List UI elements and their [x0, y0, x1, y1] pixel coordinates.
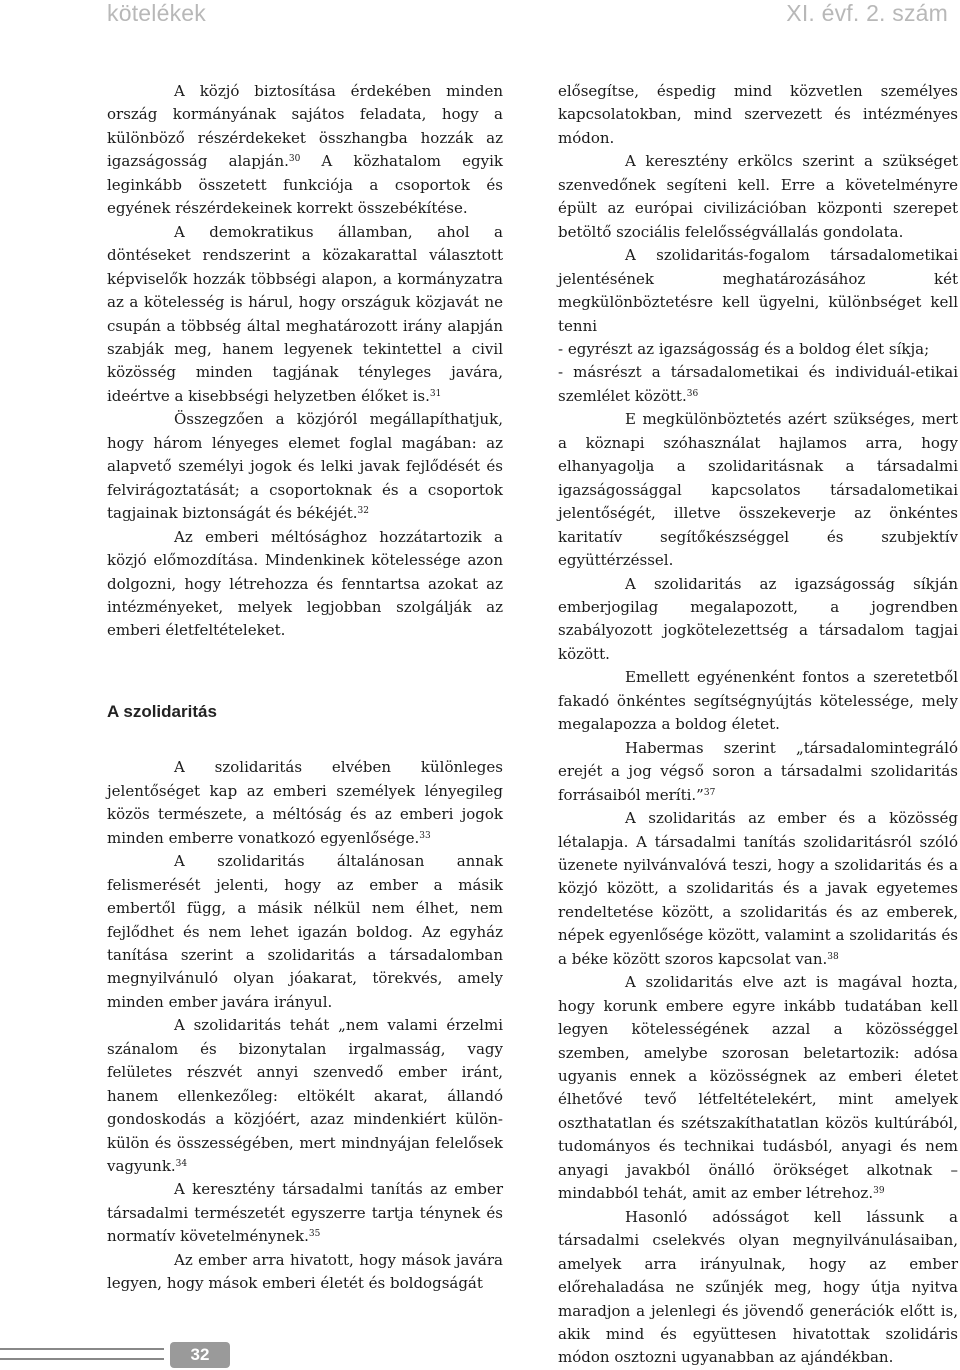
- section-heading: A szolidaritás: [107, 701, 217, 721]
- paragraph: A keresztény társadalmi tanítás az ember társadalmi természetét egyszerre tartja ténynek és normatív követelménynek.$^{35}$: [107, 1180, 503, 1246]
- paragraph: A szolidaritás-fogalom társadalometikai jelentésének meghatározásához két megkülönböztetésre kell ügyelni, különbséget kell tenni: [558, 246, 958, 335]
- paragraph: A szolidaritás általánosan annak felismerését jelenti, hogy az ember a másik embertől függ, a másik nélkül nem élhet, nem fejlődhet és nem lehet igazán boldog. Az egyház tanítása szerint a szolidaritás a társadalomban megnyilvánuló olyan jóakarat, törekvés, amely minden ember javára irányul.: [107, 852, 503, 1011]
- paragraph: A szolidaritás tehát „nem valami érzelmi szánalom és bizonytalan irgalmasság, vagy felületes részvét annyi szenvedő ember iránt, hanem ellenkezőleg: eltökélt akarat, állandó gondoskodás a közjóért, azaz mindenkiért külön-külön és összességében, mert mindnyájan felelősek vagyunk.$^{34}$: [107, 1016, 503, 1176]
- footnote-ref: 37: [703, 787, 716, 798]
- footnote-ref: 33: [419, 830, 431, 841]
- footer-rule: [0, 1348, 164, 1360]
- paragraph: Hasonló adósságot kell lássunk a társadalmi cselekvés olyan megnyilvánulásaiban, amelyek arra irányulnak, hogy az ember előrehaladása ne szűnjék meg, hogy útja nyitva maradjon a jelenlegi és jövendő generációk előtt is, akik mind és együttesen hivatottak szolidáris módon osztozni ugyanabban az ajándékban.: [558, 1207, 958, 1367]
- page-number: 32: [170, 1342, 230, 1368]
- paragraph: E megkülönböztetés azért szükséges, mert a köznapi szóhasználat hajlamos arra, hogy elhanyagolja a szolidaritásnak a társadalmi igazságossággal kapcsolatos társadalometikai jelentőségét, illetve összekeverje az önkéntes karitatív segítőkészséggel és szubjektív együttérzéssel.: [558, 410, 958, 570]
- running-header: [0, 0, 960, 32]
- list-item: - másrészt a társadalometikai és individuál-etikai szemlélet között.$^{36}$: [558, 363, 958, 405]
- page-footer: [0, 1340, 960, 1370]
- paragraph: A szolidaritás az igazságosság síkján emberjogilag megalapozott, a jogrendben szabályozott jogkötelezettség a társadalom tagjai között.: [558, 574, 958, 663]
- footnote-ref: 38: [827, 951, 839, 962]
- paragraph: A demokratikus államban, ahol a döntéseket rendszerint a közakarattal választott képviselők hozzák többségi alapon, a kormányzatra az a kötelesség is hárul, hogy országuk közjavát ne csupán a többség által meghatározott irány alapján szabják meg, hanem legyenek tekintettel a civil közösség minden tagjának tényleges javára, ideértve a kisebbségi helyzetben élőket is.$^{31}$: [107, 222, 503, 405]
- footnote-ref: 31: [429, 388, 442, 399]
- footnote-ref: 30: [288, 154, 301, 165]
- footnote-ref: 39: [873, 1186, 885, 1197]
- paragraph: A keresztény erkölcs szerint a szükséget szenvedőnek segíteni kell. Erre a követelményre épült az európai civilizációban központi szerepet betöltő szociális felelősségvállalás gondolata.: [558, 152, 958, 241]
- paragraph: A szolidaritás az ember és a közösség létalapja. A társadalmi tanítás szolidaritásról szóló üzenete nyilvánvalóvá teszi, hogy a szolidaritás és a közjó között, a szolidaritás és a javak egyetemes rendeltetése között, a szolidaritás és az emberek, népek egyenlősége között, valamint a szolidaritás és a béke között szoros kapcsolat van.$^{38}$: [558, 809, 958, 968]
- list-item: - egyrészt az igazságosság és a boldog élet síkja;: [558, 339, 930, 358]
- footnote-ref: 34: [175, 1159, 188, 1170]
- right-column: [558, 80, 958, 1370]
- footnote-ref: 36: [686, 388, 699, 399]
- paragraph: elősegítse, éspedig mind közvetlen személyes kapcsolatokban, mind szervezett és intézményes módon.: [558, 82, 958, 147]
- footnote-ref: 32: [357, 506, 369, 517]
- paragraph: Az ember arra hivatott, hogy mások javára legyen, hogy mások emberi életét és boldogságát: [107, 1250, 503, 1293]
- paragraph: A szolidaritás elvében különleges jelentőséget kap az emberi személyek lényegileg közös természete, a méltóság és az emberi jogok minden emberre vonatkozó egyenlősége.$^{33}$: [107, 758, 503, 847]
- paragraph: A közjó biztosítása érdekében minden ország kormányának sajátos feladata, hogy a különböző részérdekeket összhangba hozzák az igazságosság alapján.$^{30}$ A közhatalom egyik leginkább összetett funkciója a csoportok és egyének részérdekeinek korrekt összebékítése.: [107, 82, 503, 218]
- journal-title: kötelékek: [107, 0, 206, 26]
- footnote-ref: 35: [308, 1229, 321, 1240]
- paragraph: Összegzően a közjóról megállapíthatjuk, hogy három lényeges elemet foglal magában: az alapvető személyi jogok és lelki javak fejlődését és felvirágoztatását; a csoportoknak és a csoportok tagjainak biztonságát és békéjét.$^{32}$: [107, 410, 503, 523]
- issue-label: XI. évf. 2. szám: [786, 0, 948, 26]
- paragraph: Az emberi méltósághoz hozzátartozik a közjó előmozdítása. Mindenkinek kötelessége azon dolgozni, hogy létrehozza és fenntartsa azokat az intézményeket, melyek legjobban szolgálják az emberi életfeltételeket.: [107, 527, 503, 640]
- left-column: [107, 80, 503, 1296]
- paragraph: Habermas szerint „társadalomintegráló erejét a jog végső soron a társadalmi szolidaritás forrásaiból meríti.”$^{37}$: [558, 738, 958, 804]
- paragraph: A szolidaritás elve azt is magával hozta, hogy korunk embere egyre inkább tudatában kell legyen kötelességének azzal a közösséggel szemben, amelybe szorosan beletartozik: adósa ugyanis ennek a közösségnek az emberi életet élhetővé tevő létfeltételekért, mint amelyek oszthatatlan és szétszakíthatatlan közös kultúrából, tudományos és technikai tudásból, anyagi és nem anyagi javakból önálló örökséget alkotnak – mindabból tehát, amit az ember létrehoz.$^{39}$: [558, 973, 958, 1203]
- paragraph: Emellett egyénenként fontos a szeretetből fakadó önkéntes segítségnyújtás kötelessége, mely megalapozza a boldog életet.: [558, 668, 958, 734]
